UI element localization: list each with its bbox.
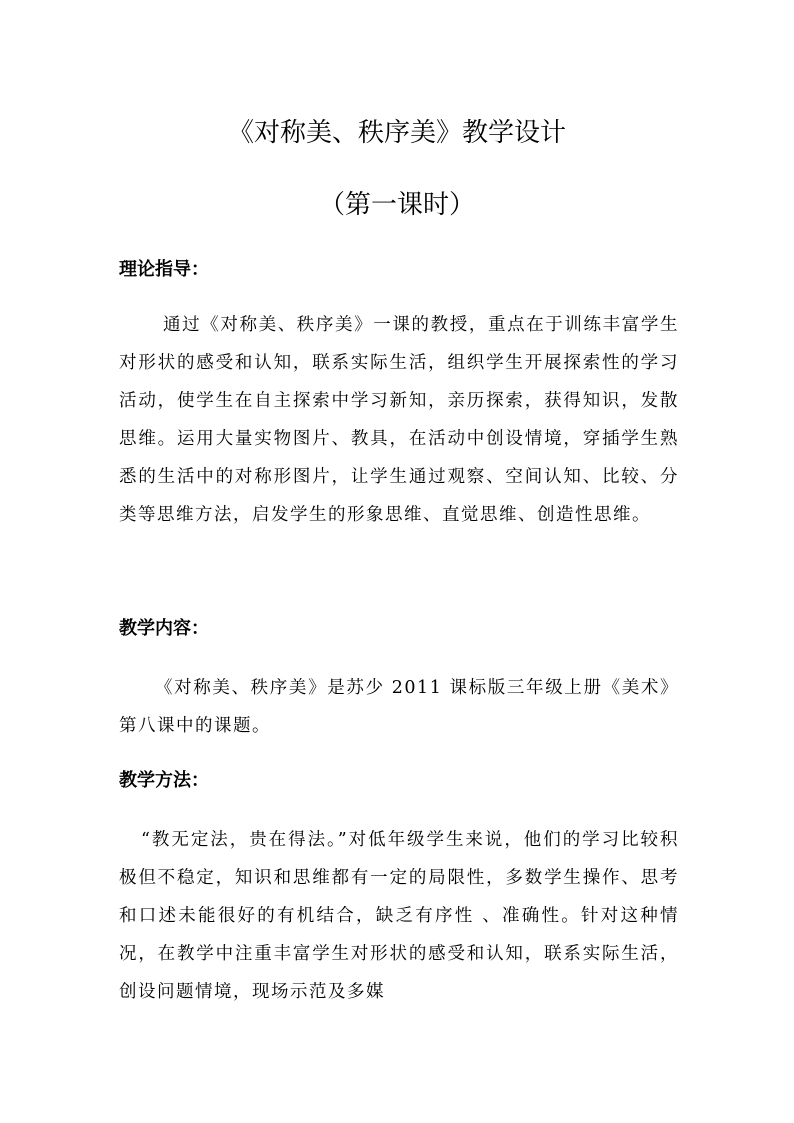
section-body-content: 《对称美、秩序美》是苏少 2011 课标版三年级上册《美术》第八课中的课题。 [119, 678, 679, 736]
document-subtitle: （第一课时） [318, 190, 475, 220]
section-heading-method: 教学方法： [119, 770, 209, 791]
section-body-method: “教无定法，贵在得法。”对低年级学生来说，他们的学习比较积极但不稳定，知识和思维都有一定的局限性，多数学生操作、思考和口述未能很好的有机结合，缺乏有序性 、准确性。针对这种情况，在教学中注重丰富学生对形状的感受和认知，联系实际生活，创设问题情境，现场示范及多媒 [119, 830, 679, 1002]
section-body-theory: 通过《对称美、秩序美》一课的教授，重点在于训练丰富学生对形状的感受和认知，联系实际生活，组织学生开展探索性的学习活动，使学生在自主探索中学习新知，亲历探索，获得知识，发散思维。运用大量实物图片、教具，在活动中创设情境，穿插学生熟悉的生活中的对称形图片，让学生通过观察、空间认知、比较、分类等思维方法，启发学生的形象思维、直觉思维、创造性思维。 [119, 315, 679, 525]
document-title: 《对称美、秩序美》教学设计 [227, 118, 566, 148]
section-heading-theory: 理论指导： [119, 259, 209, 280]
section-heading-content: 教学内容： [119, 618, 209, 639]
